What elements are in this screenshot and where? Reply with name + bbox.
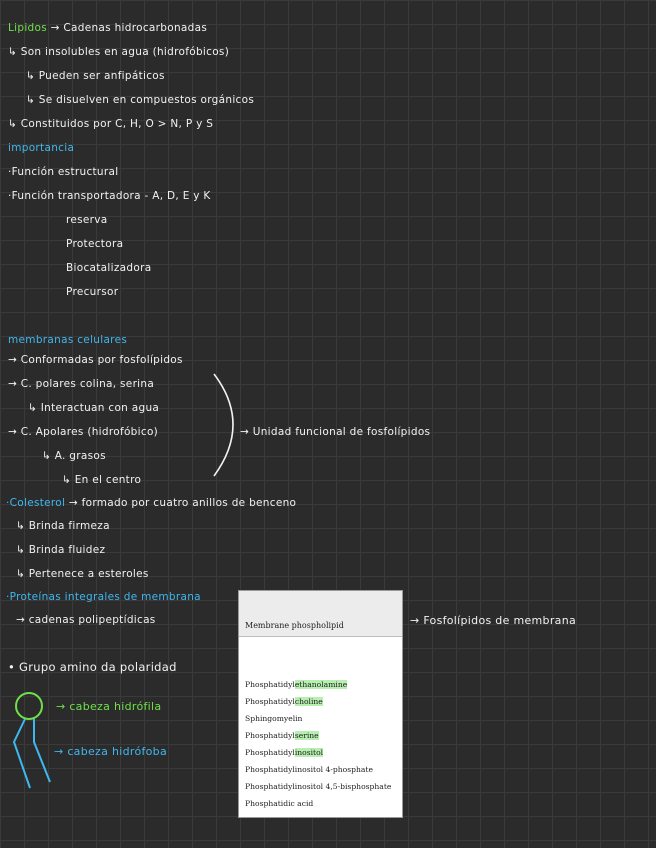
phospholipid-tail-left-icon xyxy=(14,719,30,788)
table-header: Membrane phospholipid xyxy=(239,591,402,637)
note-centro: ↳ En el centro xyxy=(62,474,142,486)
proteinas-heading: ·Proteínas integrales de membrana xyxy=(6,591,201,603)
note-fluidez: ↳ Brinda fluidez xyxy=(16,544,106,556)
table-row-prefix: Phosphatidic acid xyxy=(245,799,314,808)
note-cabeza-hidrofoba: → cabeza hidrófoba xyxy=(54,745,168,758)
funcion-biocatalizadora: Biocatalizadora xyxy=(66,262,152,274)
note-esteroles: ↳ Pertenece a esteroles xyxy=(16,568,149,580)
funcion-reserva: reserva xyxy=(66,214,108,226)
lipidos-definition: → Cadenas hidrocarbonadas xyxy=(50,22,208,34)
note-cabeza-hidrofila: → cabeza hidrófila xyxy=(56,700,162,713)
colesterol-desc: → formado por cuatro anillos de benceno xyxy=(68,497,297,509)
note-disuelven: ↳ Se disuelven en compuestos orgánicos xyxy=(26,94,255,106)
note-insolubles: ↳ Son insolubles en agua (hidrofóbicos) xyxy=(8,46,230,58)
funcion-precursor: Precursor xyxy=(66,286,119,298)
note-unidad-funcional: → Unidad funcional de fosfolípidos xyxy=(240,426,431,438)
table-row-highlight: inositol xyxy=(294,748,324,757)
table-row xyxy=(245,748,323,757)
note-constituidos: ↳ Constituidos por C, H, O > N, P y S xyxy=(8,118,214,130)
note-agrasos: ↳ A. grasos xyxy=(42,450,106,462)
table-row xyxy=(245,697,323,706)
lipidos-heading: Lipidos xyxy=(8,22,48,34)
table-row xyxy=(245,765,373,774)
note-capolares: → C. Apolares (hidrofóbico) xyxy=(8,426,159,438)
funcion-transportadora: ·Función transportadora - A, D, E y K xyxy=(8,190,211,202)
table-row-highlight: choline xyxy=(294,697,323,706)
table-row xyxy=(245,680,347,689)
table-row-highlight: ethanolamine xyxy=(294,680,348,689)
table-row xyxy=(245,799,313,808)
note-conformadas: → Conformadas por fosfolípidos xyxy=(8,354,183,366)
table-row-prefix: Phosphatidylinositol 4-phosphate xyxy=(245,765,373,774)
note-firmeza: ↳ Brinda firmeza xyxy=(16,520,110,532)
table-row-prefix: Sphingomyelin xyxy=(245,714,303,723)
table-row-prefix: Phosphatidyl xyxy=(245,748,295,757)
table-row xyxy=(245,731,319,740)
note-grupo-amino: • Grupo amino da polaridad xyxy=(8,660,177,674)
phospholipid-table xyxy=(238,590,403,818)
table-row-prefix: Phosphatidyl xyxy=(245,697,295,706)
note-anfipaticos: ↳ Pueden ser anfipáticos xyxy=(26,70,165,82)
colesterol-heading: ·Colesterol xyxy=(6,497,66,509)
table-row-prefix: Phosphatidylinositol 4,5-bisphosphate xyxy=(245,782,392,791)
table-row-prefix: Phosphatidyl xyxy=(245,731,295,740)
importancia-heading: importancia xyxy=(8,142,75,154)
note-interactuan: ↳ Interactuan con agua xyxy=(28,402,160,414)
funcion-estructural: ·Función estructural xyxy=(8,166,119,178)
bracket-icon xyxy=(214,374,233,476)
funcion-protectora: Protectora xyxy=(66,238,124,250)
phospholipid-head-icon xyxy=(16,693,42,719)
note-fosfolipidos-membrana: → Fosfolípidos de membrana xyxy=(410,614,577,627)
note-cpolares: → C. polares colina, serina xyxy=(8,378,155,390)
membranas-heading: membranas celulares xyxy=(8,334,128,346)
table-row-prefix: Phosphatidyl xyxy=(245,680,295,689)
phospholipid-tail-right-icon xyxy=(34,719,50,782)
table-row xyxy=(245,714,302,723)
table-row-highlight: serine xyxy=(294,731,319,740)
note-polipeptidicas: → cadenas polipeptídicas xyxy=(16,614,156,626)
table-row xyxy=(245,782,391,791)
